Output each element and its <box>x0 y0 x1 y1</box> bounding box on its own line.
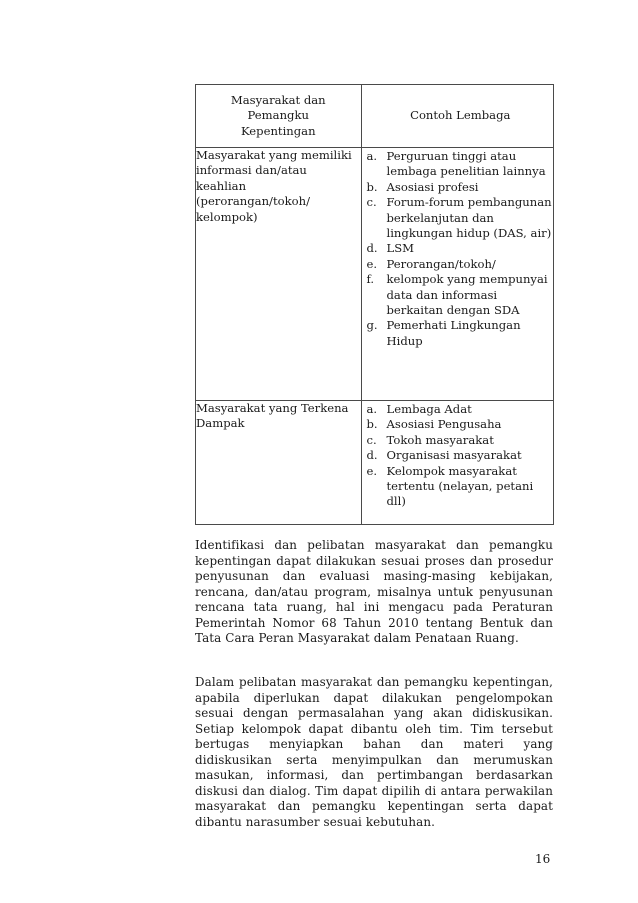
header-example-institutions: Contoh Lembaga <box>410 108 511 123</box>
list-marker: a. <box>366 402 378 416</box>
category-cell <box>196 401 362 525</box>
examples-cell <box>361 148 553 401</box>
list-item <box>362 433 553 448</box>
list-marker: c. <box>366 432 377 447</box>
list-item <box>362 402 553 417</box>
list-item <box>362 241 553 256</box>
list-item-text: Forum-forum pembangunan berkelanjutan dan lingkungan hidup (DAS, air) <box>386 195 552 241</box>
list-marker: g. <box>366 318 378 333</box>
list-item-text: Perorangan/tokoh/ <box>386 256 496 271</box>
body-paragraph: Dalam pelibatan masyarakat dan pemangku kepentingan, apabila diperlukan dapat dilakukan pengelompokan sesuai dengan permasalahan yang akan didiskusikan. Setiap kelompok dapat dibantu oleh tim. Tim tersebut bertugas menyiapkan bahan dan materi yang didiskusikan serta menyimpulkan dan merumuskan masukan, informasi, dan pertimbangan berdasarkan diskusi dan dialog. Tim dapat dipilih di antara perwakilan masyarakat dan pemangku kepentingan serta dapat dibantu narasumber sesuai kebutuhan. <box>195 675 553 829</box>
examples-list <box>362 401 553 524</box>
list-item-text: Organisasi masyarakat <box>386 448 522 463</box>
table-header-row <box>196 85 554 148</box>
list-item <box>362 464 553 510</box>
list-item <box>362 318 553 349</box>
list-marker: b. <box>366 179 378 194</box>
table-row <box>196 148 554 401</box>
category-label: Masyarakat yang Terkena Dampak <box>196 401 349 431</box>
list-item <box>362 448 553 463</box>
list-item <box>362 257 553 272</box>
list-item-text: Lembaga Adat <box>386 402 472 416</box>
table-row <box>196 401 554 525</box>
list-marker: d. <box>366 448 378 463</box>
header-stakeholders: Masyarakat dan Pemangku Kepentingan <box>230 92 326 138</box>
list-item <box>362 272 553 318</box>
list-marker: e. <box>366 463 378 478</box>
list-item-text: Asosiasi profesi <box>386 179 479 194</box>
list-item <box>362 195 553 241</box>
list-marker: c. <box>366 195 377 210</box>
body-paragraph: Identifikasi dan pelibatan masyarakat dan pemangku kepentingan dapat dilakukan sesuai proses dan prosedur penyusunan dan evaluasi masing-masing kebijakan, rencana, dan/atau program, misalnya untuk penyusunan rencana tata ruang, hal ini mengacu pada Peraturan Pemerintah Nomor 68 Tahun 2010 tentang Bentuk dan Tata Cara Peran Masyarakat dalam Penataan Ruang. <box>195 538 553 645</box>
list-marker: f. <box>366 272 375 287</box>
list-marker: e. <box>366 256 378 271</box>
examples-list <box>362 148 553 363</box>
table-header-cell <box>361 85 553 148</box>
list-item-text: LSM <box>386 241 415 256</box>
list-item <box>362 149 553 180</box>
category-label: Masyarakat yang memiliki informasi dan/atau keahlian (perorangan/tokoh/ kelompok) <box>196 148 352 224</box>
list-marker: b. <box>366 417 378 432</box>
list-marker: d. <box>366 241 378 256</box>
category-cell <box>196 148 362 401</box>
table-header-cell <box>196 85 362 148</box>
examples-cell <box>361 401 553 525</box>
list-item-text: Asosiasi Pengusaha <box>386 417 502 432</box>
stakeholder-table <box>195 84 554 525</box>
page-number: 16 <box>535 852 551 866</box>
list-marker: a. <box>366 149 378 163</box>
list-item-text: Tokoh masyarakat <box>386 432 494 447</box>
list-item <box>362 180 553 195</box>
list-item-text: Perguruan tinggi atau lembaga penelitian lainnya <box>386 149 546 179</box>
list-item-text: Pemerhati Lingkungan Hidup <box>386 318 521 348</box>
list-item-text: kelompok yang mempunyai data dan informasi berkaitan dengan SDA <box>386 272 548 318</box>
list-item <box>362 417 553 432</box>
list-item-text: Kelompok masyarakat tertentu (nelayan, petani dll) <box>386 463 534 509</box>
